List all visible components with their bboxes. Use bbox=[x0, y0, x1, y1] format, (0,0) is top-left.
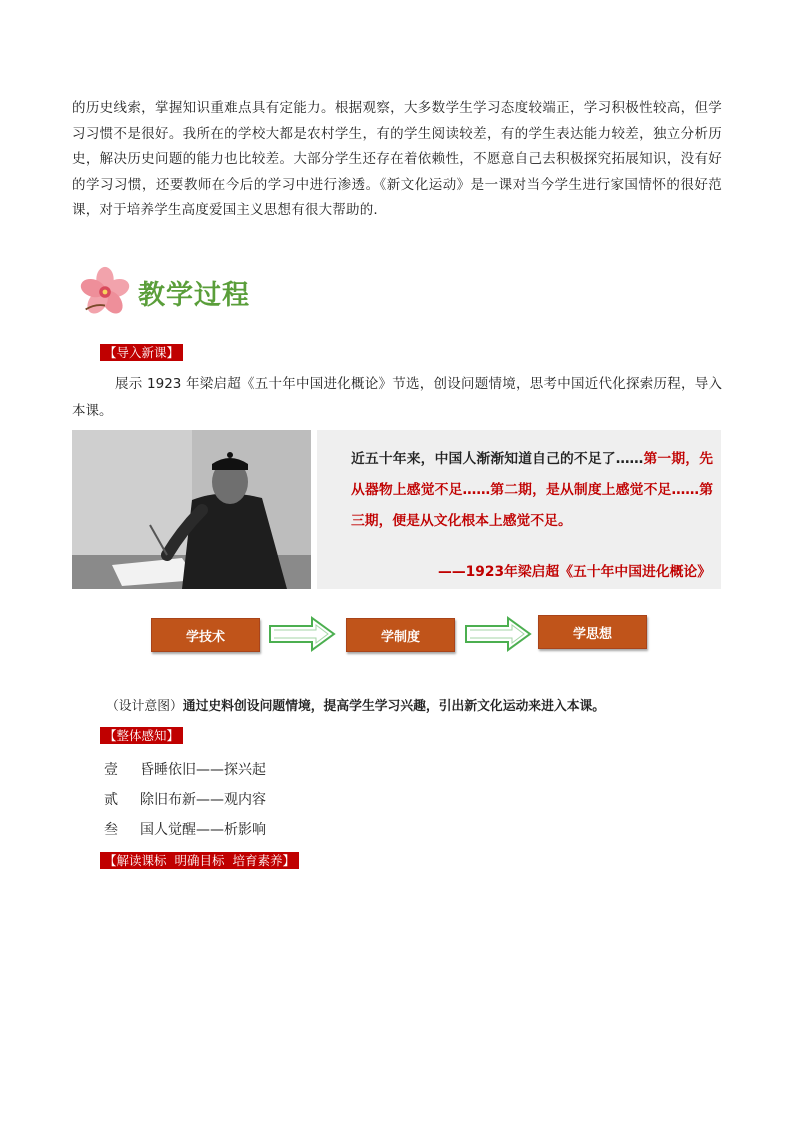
lead-in-text: 展示 1923 年梁启超《五十年中国进化概论》节选，创设问题情境，思考中国近代化探索历程，导入本课。 bbox=[72, 376, 722, 419]
outline-text: 昏睡依旧——探兴起 bbox=[140, 762, 266, 778]
liang-qichao-photo bbox=[72, 430, 311, 589]
portrait-illustration bbox=[72, 430, 311, 589]
quote-part-2: 第一期，先从器物上感觉不足……第二期，是从制度上感觉不足……第三期，便是从文化根本上感觉不足。 bbox=[351, 451, 714, 529]
outline-text: 国人觉醒——析影响 bbox=[140, 822, 266, 838]
outline-item bbox=[104, 819, 266, 839]
standards-tag: 【解读课标 bbox=[104, 853, 167, 868]
design-intent-text: 通过史料创设问题情境，提高学生学习兴趣，引出新文化运动来进入本课。 bbox=[182, 699, 606, 714]
quote-text bbox=[351, 444, 713, 537]
standards-tag-group bbox=[100, 852, 299, 869]
standards-tag: 明确目标 bbox=[174, 853, 225, 868]
design-intent-label: （设计意图） bbox=[106, 699, 183, 714]
outline-item bbox=[104, 789, 266, 809]
quote-box bbox=[317, 430, 721, 589]
flow-step-3: 学思想 bbox=[538, 615, 647, 649]
arrow-right-icon bbox=[268, 616, 336, 652]
arrow-right-icon bbox=[464, 616, 532, 652]
lead-in-tag: 【导入新课】 bbox=[100, 344, 183, 361]
quote-part-1: 近五十年来，中国人渐渐知道自己的不足了…… bbox=[351, 451, 644, 467]
design-intent bbox=[106, 695, 605, 714]
outline-number: 叁 bbox=[104, 822, 118, 838]
outline-number: 贰 bbox=[104, 792, 118, 808]
flow-step-2: 学制度 bbox=[346, 618, 455, 652]
section-heading bbox=[76, 262, 250, 322]
outline-text: 除旧布新——观内容 bbox=[140, 792, 266, 808]
standards-tag: 培育素养】 bbox=[232, 853, 296, 868]
outline-number: 壹 bbox=[104, 762, 118, 778]
flow-step-1: 学技术 bbox=[151, 618, 260, 652]
outline-item bbox=[104, 759, 266, 779]
overview-tag: 【整体感知】 bbox=[100, 727, 183, 744]
quote-source: ——1923年梁启超《五十年中国进化概论》 bbox=[438, 564, 711, 580]
flower-icon bbox=[76, 263, 134, 321]
body-paragraph: 的历史线索，掌握知识重难点具有定能力。根据观察，大多数学生学习态度较端正，学习积极性较高，但学习习惯不是很好。我所在的学校大都是农村学生，有的学生阅读较差，有的学生表达能力较差，独立分析历史，解决历史问题的能力也比较差。大部分学生还存在着依赖性，不愿意自己去积极探究拓展知识，没有好的学习习惯，还要教师在今后的学习中进行渗透。《新文化运动》是一课对当今学生进行家国情怀的很好范课，对于培养学生高度爱国主义思想有很大帮助的. bbox=[72, 100, 722, 219]
section-title: 教学过程 bbox=[138, 279, 250, 311]
